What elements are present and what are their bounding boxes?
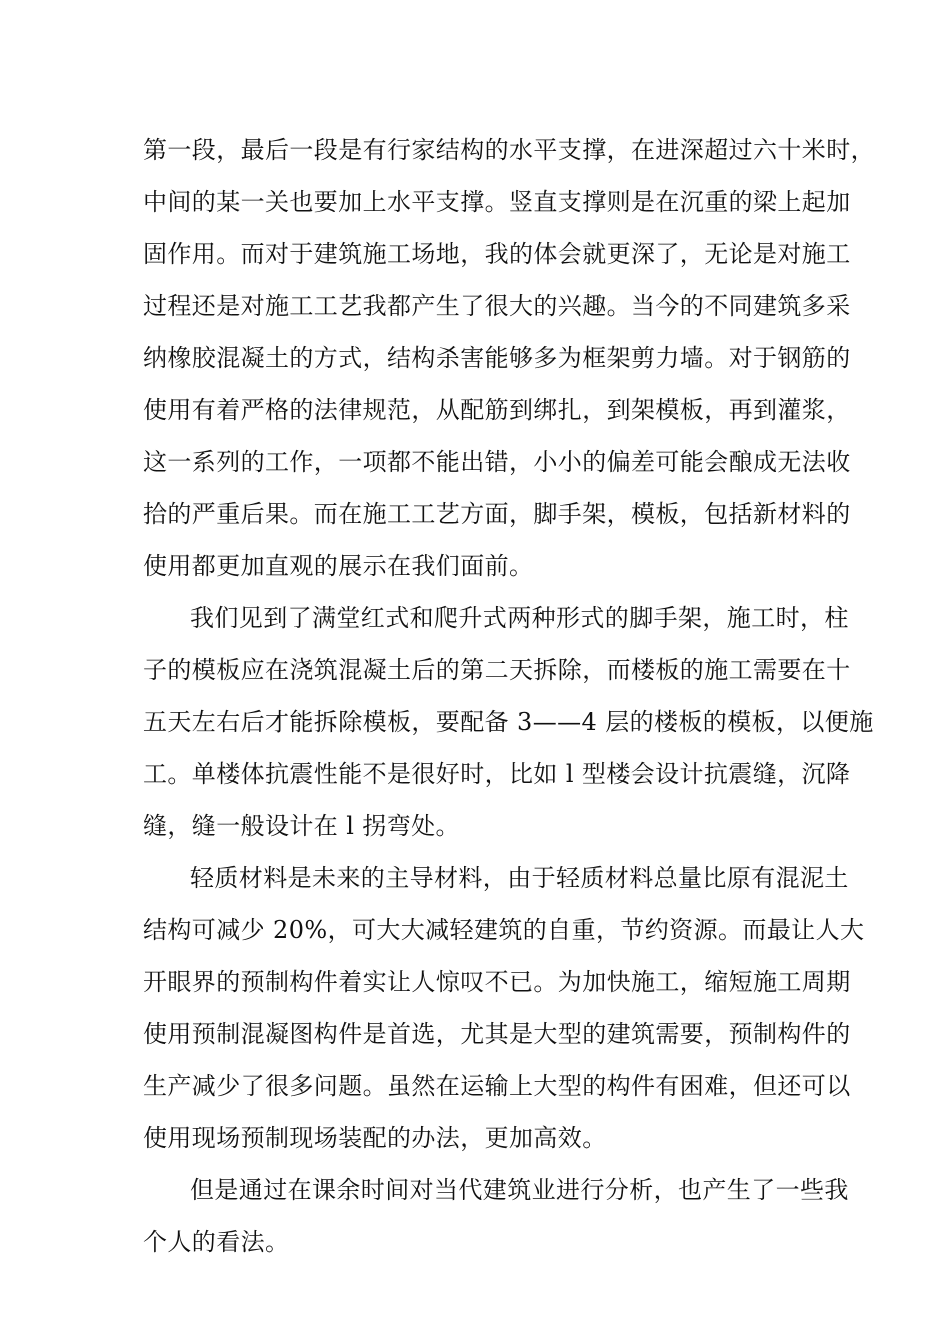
text-line: 第一段，最后一段是有行家结构的水平支撑，在进深超过六十米时，	[143, 136, 875, 164]
text-line: 子的模板应在浇筑混凝土后的第二天拆除，而楼板的施工需要在十	[143, 656, 851, 684]
paragraph-first-line: 我们见到了满堂红式和爬升式两种形式的脚手架，施工时，柱	[190, 604, 849, 632]
text-line: 使用预制混凝图构件是首选，尤其是大型的建筑需要，预制构件的	[143, 1020, 851, 1048]
text-line: 工。单楼体抗震性能不是很好时，比如 l 型楼会设计抗震缝，沉降	[143, 760, 851, 788]
text-line: 五天左右后才能拆除模板，要配备 3——4 层的楼板的模板，以便施	[143, 708, 874, 736]
text-line: 使用都更加直观的展示在我们面前。	[143, 552, 534, 580]
text-line: 固作用。而对于建筑施工场地，我的体会就更深了，无论是对施工	[143, 240, 851, 268]
paragraph-first-line: 轻质材料是未来的主导材料，由于轻质材料总量比原有混泥土	[190, 864, 849, 892]
text-line: 拾的严重后果。而在施工工艺方面，脚手架，模板，包括新材料的	[143, 500, 851, 528]
text-line: 纳橡胶混凝土的方式，结构杀害能够多为框架剪力墙。对于钢筋的	[143, 344, 851, 372]
paragraph-first-line: 但是通过在课余时间对当代建筑业进行分析，也产生了一些我	[190, 1176, 849, 1204]
text-line: 缝，缝一般设计在 l 拐弯处。	[143, 812, 460, 840]
text-line: 这一系列的工作，一项都不能出错，小小的偏差可能会酿成无法收	[143, 448, 851, 476]
text-line: 结构可减少 20%，可大大减轻建筑的自重，节约资源。而最让人大	[143, 916, 865, 944]
text-line: 过程还是对施工工艺我都产生了很大的兴趣。当今的不同建筑多采	[143, 292, 851, 320]
text-line: 使用现场预制现场装配的办法，更加高效。	[143, 1124, 607, 1152]
text-line: 使用有着严格的法律规范，从配筋到绑扎，到架模板，再到灌浆，	[143, 396, 851, 424]
text-line: 开眼界的预制构件着实让人惊叹不已。为加快施工，缩短施工周期	[143, 968, 851, 996]
text-line: 中间的某一关也要加上水平支撑。竖直支撑则是在沉重的梁上起加	[143, 188, 851, 216]
text-line: 生产减少了很多问题。虽然在运输上大型的构件有困难，但还可以	[143, 1072, 851, 1100]
text-line: 个人的看法。	[143, 1228, 290, 1256]
